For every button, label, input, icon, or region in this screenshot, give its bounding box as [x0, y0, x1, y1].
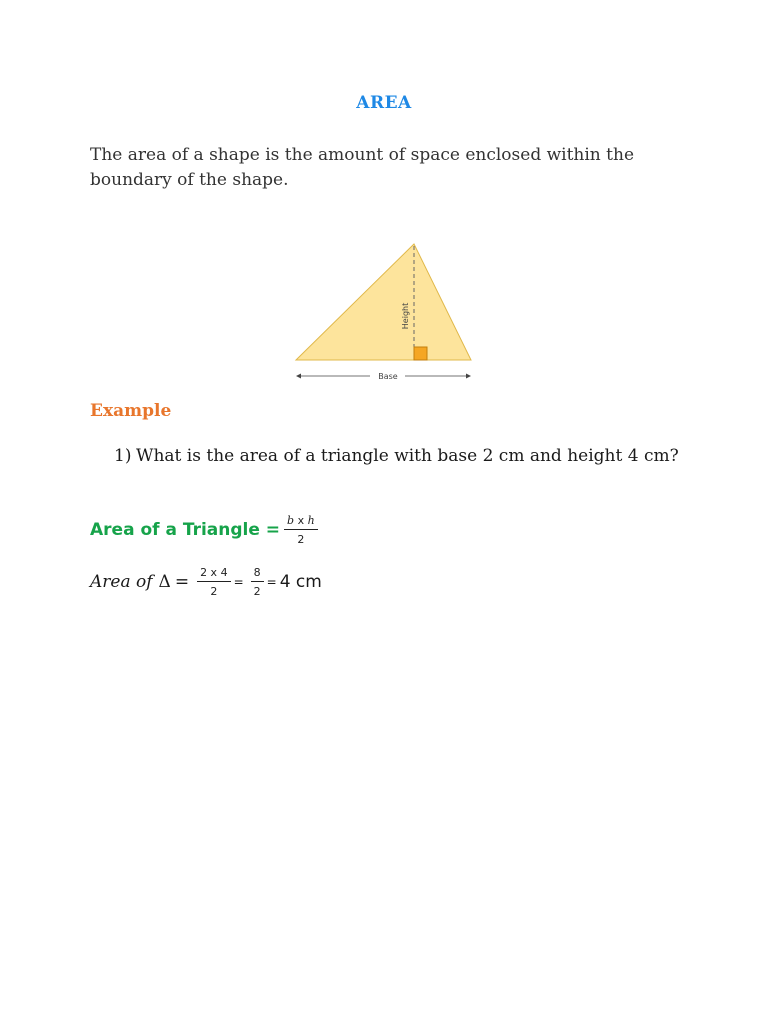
triangle-diagram [290, 236, 480, 386]
calc-fraction-1-numerator: 2 x 4 [197, 566, 231, 582]
calc-equals-1: = [174, 572, 190, 592]
right-angle-marker [414, 347, 427, 360]
example-heading: Example [90, 401, 172, 421]
calc-lhs: Area of [90, 572, 153, 592]
calc-result: 4 cm [279, 572, 322, 592]
question-text: What is the area of a triangle with base 2 cm and height 4 cm? [136, 446, 679, 466]
calc-equals-3: = [266, 575, 277, 589]
calc-fraction-2 [251, 566, 264, 598]
triangle-shape [296, 244, 471, 360]
base-arrowhead-right [466, 374, 471, 379]
formula-b: b [287, 514, 295, 527]
formula-numerator [284, 514, 318, 530]
page-title: AREA [356, 93, 412, 113]
intro-paragraph: The area of a shape is the amount of space enclosed within the boundary of the shape. [90, 145, 634, 190]
delta-symbol: Δ [158, 572, 171, 592]
calc-fraction-1 [197, 566, 231, 598]
calc-fraction-2-numerator: 8 [251, 566, 264, 582]
formula-denominator: 2 [297, 533, 305, 546]
height-label: Height [401, 302, 410, 330]
base-arrowhead-left [296, 374, 301, 379]
question-number: 1) [114, 446, 132, 466]
base-label: Base [378, 372, 398, 381]
formula-times: x [294, 514, 308, 527]
formula-fraction [284, 514, 318, 546]
example-question [114, 444, 684, 468]
formula-h: h [307, 514, 315, 527]
formula-label: Area of a Triangle = [90, 520, 281, 540]
calc-fraction-2-denominator: 2 [253, 585, 261, 598]
calculation-row [90, 561, 322, 603]
calc-fraction-1-denominator: 2 [210, 585, 218, 598]
calc-equals-2: = [233, 575, 244, 589]
formula-row [90, 508, 318, 552]
